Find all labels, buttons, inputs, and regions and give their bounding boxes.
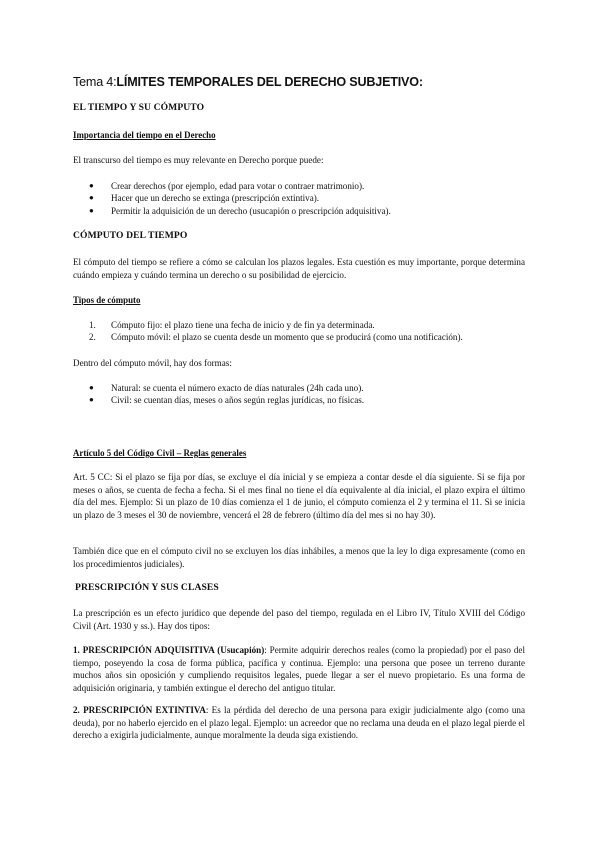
list-item: ● Permitir la adquisición de un derecho (usucapión o prescripción adquisitiva). [89, 205, 391, 216]
intro-paragraph: El transcurso del tiempo es muy relevante en Derecho porque puede: [73, 155, 324, 165]
subheading-tipos: Tipos de cómputo [73, 295, 141, 305]
document-title [73, 74, 525, 90]
prescripcion-intro: La prescripción es un efecto jurídico que depende del paso del tiempo, regulada en el Libro IV, Título XVIII del Código Civil (Art. 1930 y ss.). Hay dos tipos: [73, 608, 525, 631]
movil-intro: Dentro del cómputo móvil, hay dos formas: [73, 358, 232, 368]
section-heading-prescripcion: PRESCRIPCIÓN Y SUS CLASES [75, 582, 219, 593]
list-item: 1. Cómputo fijo: el plazo tiene una fecha de inicio y de fin ya determinada. [89, 320, 375, 330]
list-item: 2. Cómputo móvil: el plazo se cuenta desde un momento que se producirá (como una notificación). [89, 332, 463, 343]
section-heading-tiempo: EL TIEMPO Y SU CÓMPUTO [73, 102, 205, 113]
list-item: ● Crear derechos (por ejemplo, edad para votar o contraer matrimonio). [89, 181, 365, 191]
types-list [73, 319, 463, 344]
subheading-importancia: Importancia del tiempo en el Derecho [73, 130, 216, 140]
inhabiles-paragraph: También dice que en el cómputo civil no se excluyen los días inhábiles, a menos que la ley lo diga expresamente (como en los procedimientos judiciales). [73, 546, 525, 569]
bullet-icon: ● [89, 383, 94, 392]
type1-text: : Permite adquirir derechos reales (como la propiedad) por el paso del tiempo, poseyendo la cosa de forma pública, pacífica y continua. Ejemplo: una persona que posee un terreno durante muchos años sin oposición y cumpliendo requisitos legales, puede llegar a ser el nuevo propietario. Es una forma de adquisición originaria, y también extingue el derecho del antiguo titular. [73, 645, 525, 693]
articulo5-paragraph: Art. 5 CC: Si el plazo se fija por días, se excluye el día inicial y se empieza a contar desde el día siguiente. Si se fija por meses o años, se cuenta de fecha a fecha. Si el mes final no tiene el día equivalente al día inicial, el plazo expira el último día del mes. Ejemplo: Si un plazo de 10 días comienza el 1 de junio, el cómputo comienza el 2 y termina el 11. Si se inicia un plazo de 3 meses el 30 de noviembre, vencerá el 28 de febrero (último día del mes si no hay 30). [73, 472, 525, 520]
computo-paragraph: El cómputo del tiempo se refiere a cómo se calculan los plazos legales. Esta cuestión es muy importante, porque determina cuándo empieza y cuándo termina un derecho o su posibilidad de ejercicio. [73, 257, 525, 280]
prescripcion-extintiva [73, 704, 525, 742]
prescripcion-adquisitiva [73, 644, 525, 694]
title-main: LÍMITES TEMPORALES DEL DERECHO SUBJETIVO: [116, 75, 423, 89]
type2-label: 2. PRESCRIPCIÓN EXTINTIVA [73, 705, 206, 715]
movil-forms-list [73, 382, 364, 407]
bullet-icon: ● [89, 181, 94, 190]
bullet-icon: ● [89, 395, 94, 405]
title-prefix: Tema 4: [73, 75, 117, 89]
list-item: ● Natural: se cuenta el número exacto de días naturales (24h cada uno). [89, 383, 364, 393]
bullet-icon: ● [89, 193, 94, 203]
effects-list [73, 180, 391, 217]
type1-label: 1. PRESCRIPCIÓN ADQUISITIVA (Usucapión) [73, 645, 265, 655]
type2-text: : Es la pérdida del derecho de una persona para exigir judicialmente algo (como una deuda), por no haberlo ejercido en el plazo legal. Ejemplo: un acreedor que no reclama una deuda en el plazo legal pierde el derecho a exigirla judicialmente, aunque moralmente la deuda siga existiendo. [73, 705, 525, 741]
subheading-articulo5: Artículo 5 del Código Civil – Reglas generales [73, 448, 247, 458]
list-item: ● Civil: se cuentan días, meses o años según reglas jurídicas, no físicas. [89, 395, 365, 406]
list-item: ● Hacer que un derecho se extinga (prescripción extintiva). [89, 193, 320, 204]
bullet-icon: ● [89, 205, 94, 215]
section-heading-computo: CÓMPUTO DEL TIEMPO [73, 230, 188, 241]
